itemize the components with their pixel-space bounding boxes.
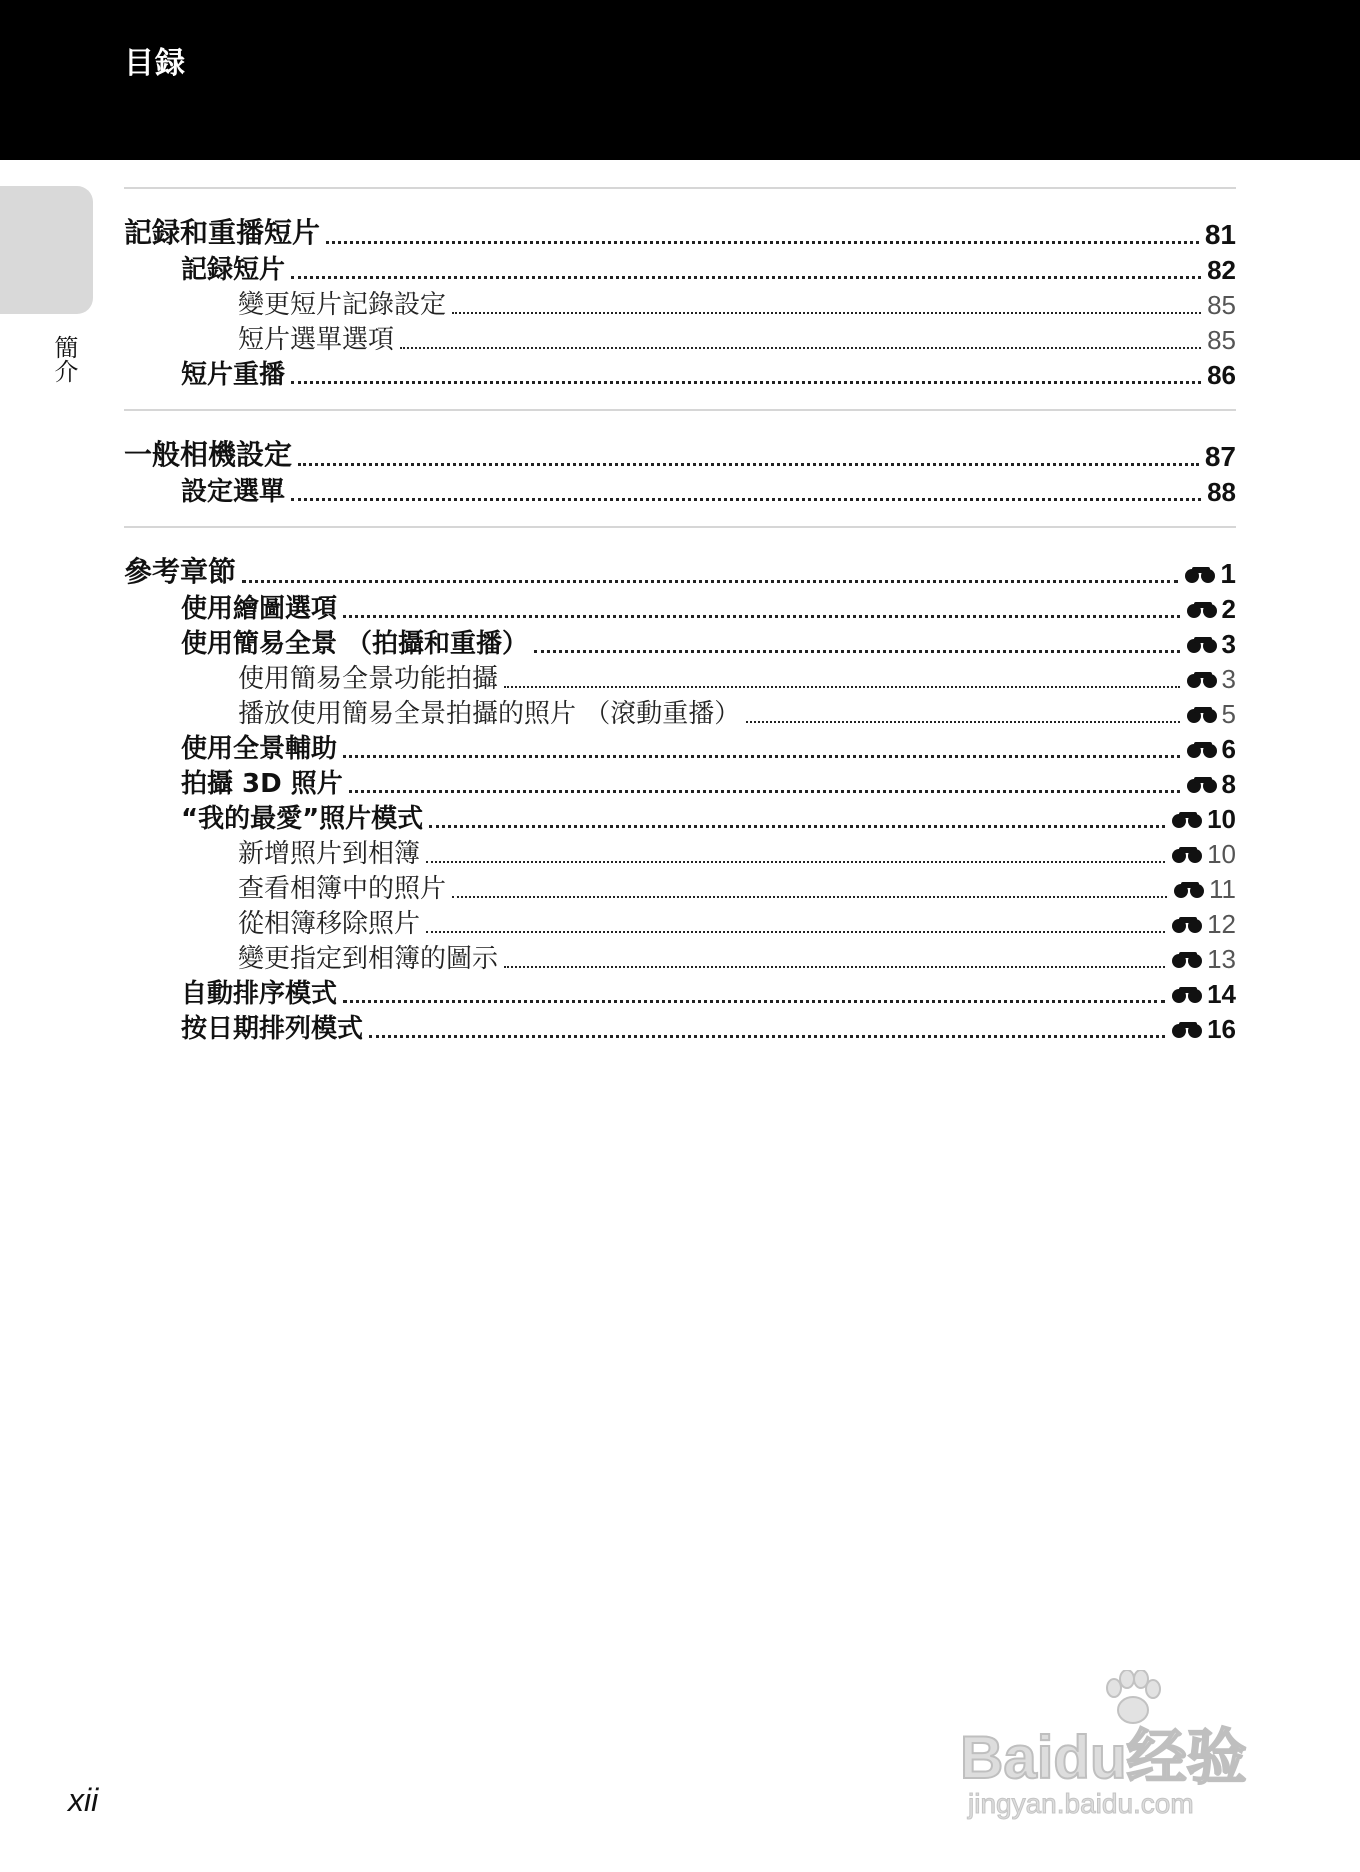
toc-entry-label: 短片選單選項 [238, 325, 395, 355]
chapter-tab [0, 186, 93, 314]
page-number-value: 10 [1207, 804, 1236, 834]
toc-entry-label: “我的最愛”照片模式 [181, 804, 424, 834]
toc-entry-page [1184, 558, 1236, 590]
dot-leader [429, 825, 1165, 828]
dot-leader [291, 498, 1201, 501]
toc-entry-page [1171, 909, 1236, 940]
page-number-value: 13 [1207, 944, 1236, 974]
toc-entry-page [1171, 839, 1236, 870]
dot-leader [746, 721, 1179, 723]
dot-leader [291, 381, 1201, 384]
toc-entry-page [1207, 325, 1236, 356]
toc-entry[interactable] [124, 473, 1236, 508]
dot-leader [291, 276, 1201, 279]
page-number-value: 1 [1220, 558, 1236, 589]
dot-leader [452, 312, 1201, 314]
toc-entry[interactable] [124, 870, 1236, 905]
reference-section-icon [1173, 882, 1207, 898]
toc-entry[interactable] [124, 730, 1236, 765]
toc-entry-page [1207, 255, 1236, 286]
toc-entry-page [1205, 441, 1236, 473]
toc-entry-page [1171, 944, 1236, 975]
toc-entry[interactable] [124, 251, 1236, 286]
dot-leader [400, 347, 1201, 349]
toc-entry-page [1186, 664, 1236, 695]
toc-entry-page [1207, 360, 1236, 391]
toc-entry-label: 記録短片 [181, 255, 286, 285]
toc-entry-label: 自動排序模式 [181, 979, 338, 1009]
toc-entry-page [1186, 629, 1236, 660]
reference-section-icon [1184, 567, 1218, 583]
toc-entry[interactable] [124, 905, 1236, 940]
reference-section-icon [1171, 917, 1205, 933]
reference-section-icon [1171, 952, 1205, 968]
dot-leader [534, 650, 1179, 653]
reference-section-icon [1186, 602, 1220, 618]
toc-entry-label: 使用簡易全景功能拍攝 [238, 664, 499, 694]
dot-leader [242, 580, 1178, 583]
toc-entry[interactable] [124, 940, 1236, 975]
reference-section-icon [1171, 812, 1205, 828]
page-number-value: 82 [1207, 255, 1236, 285]
toc-entry[interactable] [124, 975, 1236, 1010]
toc-entry-label: 變更指定到相簿的圖示 [238, 944, 499, 974]
watermark-url: jingyan.baidu.com [968, 1788, 1194, 1819]
page-number-value: 14 [1207, 979, 1236, 1009]
page-number-value: 85 [1207, 290, 1236, 320]
page-number: xii [68, 1782, 99, 1818]
dot-leader [343, 1000, 1165, 1003]
toc-entry[interactable] [124, 427, 1236, 473]
chapter-tab-label: 簡介 [50, 335, 78, 383]
toc-entry-page [1207, 477, 1236, 508]
reference-section-icon [1186, 777, 1220, 793]
dot-leader [452, 896, 1167, 898]
toc-section [124, 187, 1236, 409]
dot-leader [369, 1035, 1165, 1038]
page-number-value: 10 [1207, 839, 1236, 869]
toc-entry-page [1205, 219, 1236, 251]
toc-entry[interactable] [124, 800, 1236, 835]
dot-leader [343, 755, 1180, 758]
page-number-value: 85 [1207, 325, 1236, 355]
toc-entry[interactable] [124, 321, 1236, 356]
reference-section-icon [1171, 987, 1205, 1003]
toc-entry-label: 變更短片記錄設定 [238, 290, 447, 320]
toc-entry-label: 播放使用簡易全景拍攝的照片 （滾動重播） [238, 699, 741, 729]
page-number-value: 88 [1207, 477, 1236, 507]
toc-entry-page [1173, 874, 1236, 905]
watermark [960, 1670, 1280, 1830]
toc-entry-page [1186, 734, 1236, 765]
toc-entry[interactable] [124, 660, 1236, 695]
toc-entry-label: 設定選單 [181, 477, 286, 507]
toc-entry-label: 從相簿移除照片 [238, 909, 421, 939]
dot-leader [326, 241, 1199, 244]
toc-entry-label: 使用繪圖選項 [181, 594, 338, 624]
dot-leader [504, 966, 1165, 968]
toc-entry-label: 查看相簿中的照片 [238, 874, 447, 904]
toc-entry-page [1207, 290, 1236, 321]
page-number-value: 11 [1209, 874, 1236, 904]
dot-leader [343, 615, 1180, 618]
toc-entry-label: 一般相機設定 [124, 438, 293, 471]
page-number-value: 6 [1221, 734, 1236, 764]
reference-section-icon [1186, 672, 1220, 688]
reference-section-icon [1171, 1022, 1205, 1038]
toc-entry-label: 使用簡易全景 （拍攝和重播） [181, 629, 529, 659]
watermark-brand: Baidu经验 [960, 1724, 1247, 1791]
page-number-value: 16 [1207, 1014, 1236, 1044]
page-number-value: 86 [1207, 360, 1236, 390]
toc-entry-page [1186, 594, 1236, 625]
toc-entry-label: 拍攝 3D 照片 [181, 769, 343, 799]
toc-entry[interactable] [124, 205, 1236, 251]
dot-leader [298, 463, 1199, 466]
toc-entry-page [1171, 1014, 1236, 1045]
toc-entry[interactable] [124, 286, 1236, 321]
page-number-value: 5 [1221, 699, 1236, 729]
page-number-value: 87 [1204, 441, 1236, 472]
reference-section-icon [1171, 847, 1205, 863]
page-header [0, 0, 1360, 160]
toc-entry[interactable] [124, 590, 1236, 625]
toc-entry[interactable] [124, 695, 1236, 730]
dot-leader [426, 931, 1165, 933]
toc-entry-page [1186, 769, 1236, 800]
page-number-value: 3 [1221, 629, 1236, 659]
toc-section [124, 409, 1236, 526]
toc-entry-page [1186, 699, 1236, 730]
toc-entry[interactable] [124, 835, 1236, 870]
page-number-value: 81 [1204, 219, 1236, 250]
reference-section-icon [1186, 707, 1220, 723]
toc-entry[interactable] [124, 544, 1236, 590]
page-number-value: 12 [1207, 909, 1236, 939]
toc-section [124, 526, 1236, 1063]
toc-entry-page [1171, 979, 1236, 1010]
reference-section-icon [1186, 742, 1220, 758]
dot-leader [349, 790, 1180, 793]
toc-entry-label: 使用全景輔助 [181, 734, 338, 764]
toc-entry-label: 短片重播 [181, 360, 286, 390]
page-number-value: 3 [1221, 664, 1236, 694]
table-of-contents [124, 187, 1236, 1063]
reference-section-icon [1186, 637, 1220, 653]
toc-entry-label: 參考章節 [124, 555, 237, 588]
toc-entry-label: 記録和重播短片 [124, 216, 321, 249]
toc-entry[interactable] [124, 625, 1236, 660]
dot-leader [504, 686, 1180, 688]
page-number-value: 2 [1221, 594, 1236, 624]
toc-entry[interactable] [124, 356, 1236, 391]
page-title: 目録 [124, 46, 186, 81]
toc-entry-label: 按日期排列模式 [181, 1014, 364, 1044]
toc-entry-label: 新增照片到相簿 [238, 839, 421, 869]
page-number-value: 8 [1221, 769, 1236, 799]
toc-entry-page [1171, 804, 1236, 835]
dot-leader [426, 861, 1165, 863]
toc-entry[interactable] [124, 765, 1236, 800]
toc-entry[interactable] [124, 1010, 1236, 1045]
